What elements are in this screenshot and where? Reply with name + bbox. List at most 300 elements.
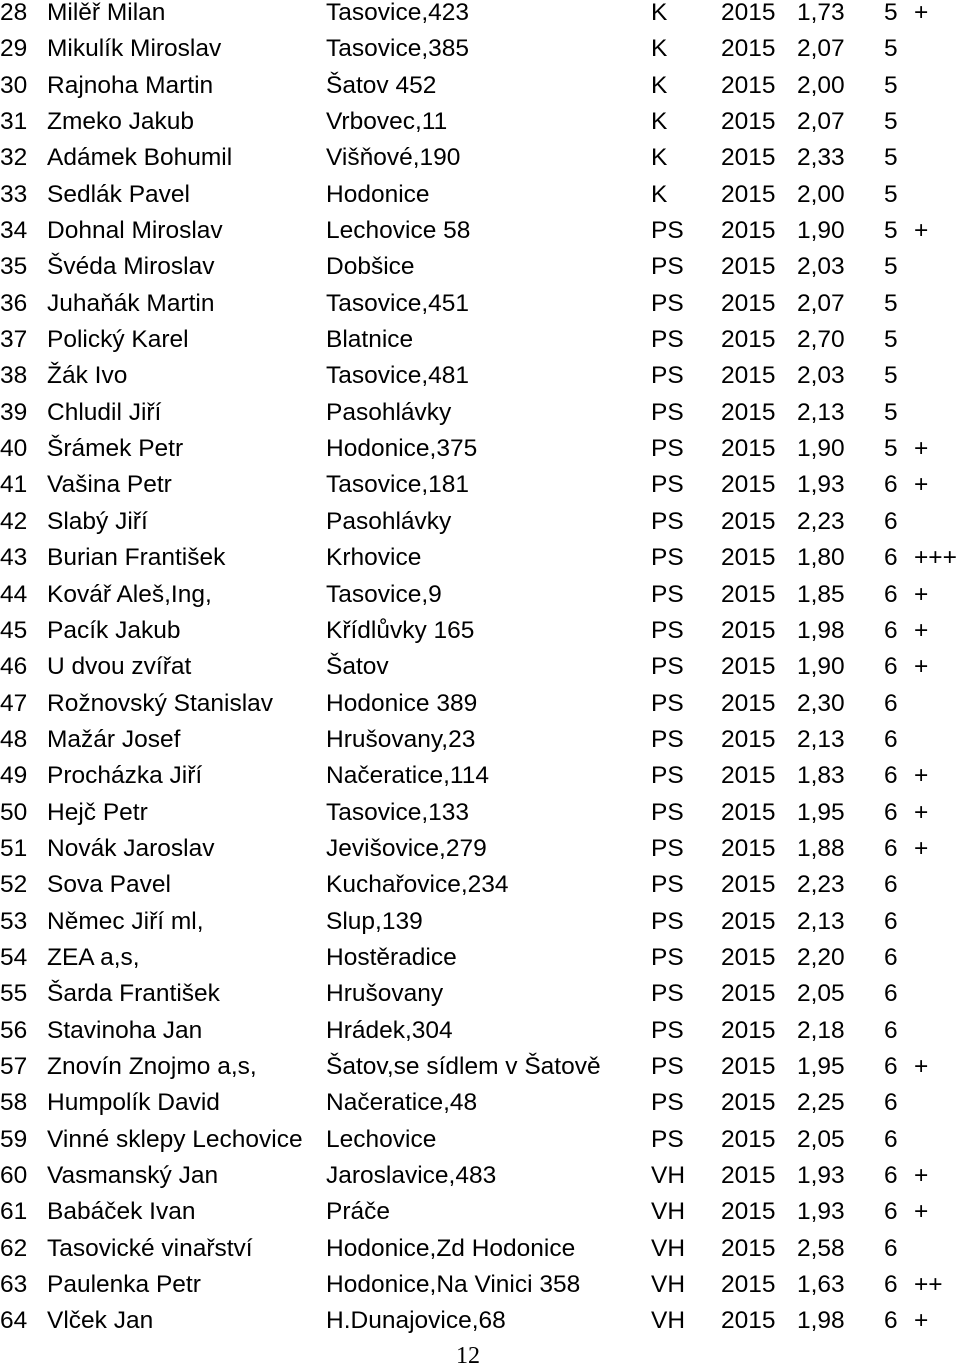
- row-name: Vašina Petr: [47, 471, 172, 499]
- table-row: [0, 1272, 960, 1308]
- row-class: 6: [884, 1089, 898, 1117]
- row-type: PS: [651, 762, 684, 790]
- row-name: Adámek Bohumil: [47, 144, 233, 172]
- row-year: 2015: [721, 108, 776, 136]
- row-name: Znovín Znojmo a,s,: [47, 1052, 257, 1080]
- row-number: 47: [0, 689, 28, 717]
- row-name: Kovář Aleš,Ing,: [47, 580, 212, 608]
- row-value: 2,25: [797, 1089, 845, 1117]
- row-name: ZEA a,s,: [47, 943, 140, 971]
- table-row: [0, 582, 960, 618]
- row-year: 2015: [721, 144, 776, 172]
- row-class: 5: [884, 398, 898, 426]
- row-value: 2,30: [797, 689, 845, 717]
- row-name: Pacík Jakub: [47, 616, 181, 644]
- row-number: 64: [0, 1307, 28, 1335]
- row-value: 1,95: [797, 1052, 845, 1080]
- row-type: PS: [651, 725, 684, 753]
- row-type: PS: [651, 507, 684, 535]
- row-type: VH: [651, 1307, 686, 1335]
- row-class: 6: [884, 1234, 898, 1262]
- row-number: 51: [0, 834, 28, 862]
- table-row: [0, 0, 960, 36]
- row-name: Milěř Milan: [47, 0, 166, 26]
- row-mark: +: [914, 1198, 929, 1226]
- row-name: Mikulík Miroslav: [47, 35, 222, 63]
- row-place: Načeratice,114: [326, 762, 489, 790]
- row-year: 2015: [721, 398, 776, 426]
- row-number: 46: [0, 653, 28, 681]
- row-year: 2015: [721, 507, 776, 535]
- row-type: PS: [651, 471, 684, 499]
- row-place: Šatov,se sídlem v Šatově: [326, 1052, 601, 1080]
- row-name: Sova Pavel: [47, 871, 171, 899]
- row-class: 6: [884, 544, 898, 572]
- row-type: PS: [651, 398, 684, 426]
- row-place: Blatnice: [326, 326, 414, 354]
- row-type: PS: [651, 289, 684, 317]
- row-year: 2015: [721, 1198, 776, 1226]
- row-mark: +: [914, 762, 929, 790]
- row-year: 2015: [721, 1234, 776, 1262]
- row-value: 2,58: [797, 1234, 845, 1262]
- row-type: PS: [651, 834, 684, 862]
- row-name: Novák Jaroslav: [47, 834, 215, 862]
- row-name: Vlček Jan: [47, 1307, 154, 1335]
- row-year: 2015: [721, 943, 776, 971]
- row-value: 1,90: [797, 653, 845, 681]
- row-name: Mažár Josef: [47, 725, 181, 753]
- row-value: 2,00: [797, 180, 845, 208]
- row-value: 2,18: [797, 1016, 845, 1044]
- row-number: 29: [0, 35, 28, 63]
- row-value: 1,85: [797, 580, 845, 608]
- row-class: 6: [884, 762, 898, 790]
- row-number: 59: [0, 1125, 28, 1153]
- row-name: Rožnovský Stanislav: [47, 689, 274, 717]
- row-year: 2015: [721, 1016, 776, 1044]
- row-year: 2015: [721, 544, 776, 572]
- row-type: K: [651, 35, 668, 63]
- row-class: 5: [884, 435, 898, 463]
- row-number: 48: [0, 725, 28, 753]
- row-type: PS: [651, 980, 684, 1008]
- row-type: PS: [651, 580, 684, 608]
- row-name: Vasmanský Jan: [47, 1162, 219, 1189]
- row-class: 5: [884, 71, 898, 99]
- row-type: PS: [651, 1089, 684, 1117]
- row-class: 6: [884, 580, 898, 608]
- row-class: 5: [884, 362, 898, 390]
- row-name: Stavinoha Jan: [47, 1016, 203, 1044]
- row-place: Kuchařovice,234: [326, 871, 509, 899]
- row-class: 5: [884, 144, 898, 172]
- table-row: [0, 1018, 960, 1054]
- row-type: VH: [651, 1234, 686, 1262]
- row-type: PS: [651, 943, 684, 971]
- row-value: 2,13: [797, 398, 845, 426]
- row-place: Šatov 452: [326, 71, 437, 99]
- row-class: 6: [884, 907, 898, 935]
- row-mark: +++: [914, 544, 957, 572]
- table-row: [0, 400, 960, 436]
- row-name: Polický Karel: [47, 326, 189, 354]
- row-name: Tasovické vinařství: [47, 1234, 253, 1262]
- row-number: 45: [0, 616, 28, 644]
- row-place: Práče: [326, 1198, 391, 1226]
- row-name: Rajnoha Martin: [47, 71, 214, 99]
- row-class: 6: [884, 507, 898, 535]
- row-value: 1,88: [797, 834, 845, 862]
- table-row: [0, 545, 960, 581]
- row-name: Paulenka Petr: [47, 1271, 201, 1299]
- row-number: 52: [0, 871, 28, 899]
- table-row: [0, 618, 960, 654]
- row-value: 1,90: [797, 435, 845, 463]
- row-place: Hrušovany,23: [326, 725, 476, 753]
- row-type: PS: [651, 1052, 684, 1080]
- row-place: Tasovice,133: [326, 798, 470, 826]
- row-year: 2015: [721, 1125, 776, 1153]
- row-year: 2015: [721, 289, 776, 317]
- row-type: PS: [651, 253, 684, 281]
- row-number: 34: [0, 217, 28, 245]
- row-value: 2,23: [797, 871, 845, 899]
- row-place: Jaroslavice,483: [326, 1162, 497, 1189]
- table-row: [0, 36, 960, 72]
- row-type: PS: [651, 362, 684, 390]
- row-name: Sedlák Pavel: [47, 180, 191, 208]
- row-place: Načeratice,48: [326, 1089, 478, 1117]
- row-year: 2015: [721, 580, 776, 608]
- table-row: [0, 472, 960, 508]
- row-place: Hostěradice: [326, 943, 457, 971]
- row-type: PS: [651, 326, 684, 354]
- row-name: Hejč Petr: [47, 798, 148, 826]
- table-row: [0, 1199, 960, 1235]
- row-value: 2,70: [797, 326, 845, 354]
- row-class: 6: [884, 471, 898, 499]
- row-number: 53: [0, 907, 28, 935]
- row-type: K: [651, 108, 668, 136]
- row-year: 2015: [721, 1162, 776, 1189]
- table-row: [0, 1308, 960, 1344]
- row-mark: +: [914, 1162, 929, 1189]
- row-class: 6: [884, 689, 898, 717]
- table-row: [0, 1127, 960, 1163]
- row-class: 5: [884, 180, 898, 208]
- row-number: 39: [0, 398, 28, 426]
- row-class: 5: [884, 108, 898, 136]
- row-value: 2,05: [797, 980, 845, 1008]
- row-place: Vrbovec,11: [326, 108, 448, 136]
- row-name: Slabý Jiří: [47, 507, 148, 535]
- row-type: PS: [651, 798, 684, 826]
- row-year: 2015: [721, 71, 776, 99]
- row-name: Šrámek Petr: [47, 435, 184, 463]
- row-type: K: [651, 180, 668, 208]
- table-row: [0, 1163, 960, 1199]
- row-place: Hrádek,304: [326, 1016, 453, 1044]
- row-value: 2,07: [797, 35, 845, 63]
- row-number: 54: [0, 943, 28, 971]
- row-value: 1,80: [797, 544, 845, 572]
- row-place: Lechovice: [326, 1125, 437, 1153]
- row-year: 2015: [721, 362, 776, 390]
- row-year: 2015: [721, 980, 776, 1008]
- table-row: [0, 909, 960, 945]
- row-year: 2015: [721, 834, 776, 862]
- row-value: 2,03: [797, 253, 845, 281]
- row-name: Vinné sklepy Lechovice: [47, 1125, 303, 1153]
- row-mark: +: [914, 217, 929, 245]
- table-row: [0, 218, 960, 254]
- table-row: [0, 1054, 960, 1090]
- row-name: Humpolík David: [47, 1089, 220, 1117]
- row-number: 30: [0, 71, 28, 99]
- row-year: 2015: [721, 1089, 776, 1117]
- row-class: 6: [884, 725, 898, 753]
- row-number: 32: [0, 144, 28, 172]
- row-value: 2,07: [797, 108, 845, 136]
- row-place: Hodonice 389: [326, 689, 478, 717]
- row-place: Krhovice: [326, 544, 422, 572]
- row-mark: ++: [914, 1271, 943, 1299]
- row-year: 2015: [721, 35, 776, 63]
- row-class: 5: [884, 289, 898, 317]
- row-place: Slup,139: [326, 907, 423, 935]
- row-year: 2015: [721, 471, 776, 499]
- row-type: PS: [651, 544, 684, 572]
- row-value: 2,33: [797, 144, 845, 172]
- row-year: 2015: [721, 689, 776, 717]
- row-type: K: [651, 144, 668, 172]
- row-place: Jevišovice,279: [326, 834, 487, 862]
- row-type: PS: [651, 435, 684, 463]
- row-name: Burian František: [47, 544, 226, 572]
- table-row: [0, 327, 960, 363]
- row-year: 2015: [721, 798, 776, 826]
- row-year: 2015: [721, 653, 776, 681]
- table-row: [0, 109, 960, 145]
- table-row: [0, 1090, 960, 1126]
- row-class: 6: [884, 1016, 898, 1044]
- row-class: 6: [884, 1052, 898, 1080]
- row-mark: +: [914, 435, 929, 463]
- row-number: 57: [0, 1052, 28, 1080]
- table-row: [0, 73, 960, 109]
- row-value: 2,00: [797, 71, 845, 99]
- row-number: 40: [0, 435, 28, 463]
- row-year: 2015: [721, 180, 776, 208]
- row-number: 50: [0, 798, 28, 826]
- row-mark: +: [914, 0, 929, 26]
- row-number: 41: [0, 471, 28, 499]
- row-number: 61: [0, 1198, 28, 1226]
- row-year: 2015: [721, 0, 776, 26]
- row-number: 49: [0, 762, 28, 790]
- row-value: 2,07: [797, 289, 845, 317]
- row-type: K: [651, 71, 668, 99]
- row-value: 2,03: [797, 362, 845, 390]
- row-mark: +: [914, 653, 929, 681]
- row-number: 28: [0, 0, 28, 26]
- row-type: PS: [651, 871, 684, 899]
- row-type: K: [651, 0, 668, 26]
- row-place: Hodonice,375: [326, 435, 478, 463]
- row-mark: +: [914, 834, 929, 862]
- row-place: Višňové,190: [326, 144, 461, 172]
- row-number: 58: [0, 1089, 28, 1117]
- row-place: Hodonice: [326, 180, 430, 208]
- row-name: Chludil Jiří: [47, 398, 162, 426]
- row-value: 2,20: [797, 943, 845, 971]
- row-year: 2015: [721, 907, 776, 935]
- row-place: Tasovice,481: [326, 362, 470, 390]
- row-year: 2015: [721, 435, 776, 463]
- table-row: [0, 182, 960, 218]
- row-number: 56: [0, 1016, 28, 1044]
- row-value: 1,83: [797, 762, 845, 790]
- row-value: 1,90: [797, 217, 845, 245]
- row-number: 55: [0, 980, 28, 1008]
- row-year: 2015: [721, 253, 776, 281]
- row-class: 6: [884, 1198, 898, 1226]
- row-type: PS: [651, 616, 684, 644]
- row-class: 5: [884, 0, 898, 26]
- row-value: 2,13: [797, 725, 845, 753]
- row-place: H.Dunajovice,68: [326, 1307, 506, 1335]
- row-year: 2015: [721, 1307, 776, 1335]
- row-class: 5: [884, 253, 898, 281]
- table-row: [0, 872, 960, 908]
- row-name: Juhaňák Martin: [47, 289, 215, 317]
- row-number: 33: [0, 180, 28, 208]
- row-type: VH: [651, 1162, 686, 1189]
- table-row: [0, 1236, 960, 1272]
- row-place: Tasovice,385: [326, 35, 470, 63]
- table-row: [0, 254, 960, 290]
- row-number: 38: [0, 362, 28, 390]
- row-year: 2015: [721, 1052, 776, 1080]
- row-name: Šarda František: [47, 980, 220, 1008]
- row-type: PS: [651, 907, 684, 935]
- row-name: Švéda Miroslav: [47, 253, 215, 281]
- row-class: 6: [884, 1307, 898, 1335]
- table-row: [0, 291, 960, 327]
- row-place: Křídlůvky 165: [326, 616, 475, 644]
- table-row: [0, 727, 960, 763]
- row-name: U dvou zvířat: [47, 653, 192, 681]
- row-number: 37: [0, 326, 28, 354]
- row-value: 1,63: [797, 1271, 845, 1299]
- row-class: 5: [884, 217, 898, 245]
- row-year: 2015: [721, 1271, 776, 1299]
- row-mark: +: [914, 580, 929, 608]
- row-class: 6: [884, 1125, 898, 1153]
- row-class: 6: [884, 980, 898, 1008]
- table-row: [0, 800, 960, 836]
- table-row: [0, 145, 960, 181]
- row-class: 6: [884, 871, 898, 899]
- row-place: Tasovice,9: [326, 580, 442, 608]
- row-class: 6: [884, 1271, 898, 1299]
- row-year: 2015: [721, 616, 776, 644]
- row-number: 43: [0, 544, 28, 572]
- row-value: 1,93: [797, 471, 845, 499]
- table-row: [0, 363, 960, 399]
- row-place: Tasovice,423: [326, 0, 470, 26]
- row-number: 36: [0, 289, 28, 317]
- table-row: [0, 436, 960, 472]
- row-number: 60: [0, 1162, 28, 1189]
- row-type: PS: [651, 1125, 684, 1153]
- row-value: 1,98: [797, 1307, 845, 1335]
- row-type: PS: [651, 1016, 684, 1044]
- row-number: 35: [0, 253, 28, 281]
- page-number: 12: [456, 1343, 480, 1369]
- row-place: Lechovice 58: [326, 217, 471, 245]
- row-type: PS: [651, 217, 684, 245]
- row-class: 6: [884, 943, 898, 971]
- row-number: 62: [0, 1234, 28, 1262]
- row-place: Pasohlávky: [326, 507, 452, 535]
- row-number: 44: [0, 580, 28, 608]
- row-place: Hodonice,Na Vinici 358: [326, 1271, 581, 1299]
- row-year: 2015: [721, 326, 776, 354]
- row-place: Hodonice,Zd Hodonice: [326, 1234, 576, 1262]
- row-type: VH: [651, 1198, 686, 1226]
- row-value: 2,05: [797, 1125, 845, 1153]
- table-row: [0, 981, 960, 1017]
- row-year: 2015: [721, 762, 776, 790]
- row-place: Hrušovany: [326, 980, 444, 1008]
- row-place: Tasovice,451: [326, 289, 470, 317]
- table-row: [0, 691, 960, 727]
- row-place: Tasovice,181: [326, 471, 470, 499]
- row-number: 42: [0, 507, 28, 535]
- row-type: VH: [651, 1271, 686, 1299]
- row-name: Zmeko Jakub: [47, 108, 195, 136]
- row-number: 63: [0, 1271, 28, 1299]
- row-mark: +: [914, 1307, 929, 1335]
- row-year: 2015: [721, 217, 776, 245]
- table-row: [0, 509, 960, 545]
- row-value: 1,93: [797, 1198, 845, 1226]
- row-mark: +: [914, 1052, 929, 1080]
- row-value: 1,98: [797, 616, 845, 644]
- row-class: 6: [884, 798, 898, 826]
- row-class: 6: [884, 834, 898, 862]
- row-year: 2015: [721, 725, 776, 753]
- row-name: Němec Jiří ml,: [47, 907, 204, 935]
- table-row: [0, 763, 960, 799]
- row-name: Procházka Jiří: [47, 762, 203, 790]
- row-class: 5: [884, 35, 898, 63]
- row-name: Žák Ivo: [47, 362, 128, 390]
- row-name: Babáček Ivan: [47, 1198, 196, 1226]
- row-mark: +: [914, 471, 929, 499]
- table-row: [0, 654, 960, 690]
- row-value: 2,23: [797, 507, 845, 535]
- row-value: 1,93: [797, 1162, 845, 1189]
- row-mark: +: [914, 616, 929, 644]
- row-year: 2015: [721, 871, 776, 899]
- row-value: 1,95: [797, 798, 845, 826]
- row-place: Pasohlávky: [326, 398, 452, 426]
- row-class: 6: [884, 653, 898, 681]
- row-class: 6: [884, 1162, 898, 1189]
